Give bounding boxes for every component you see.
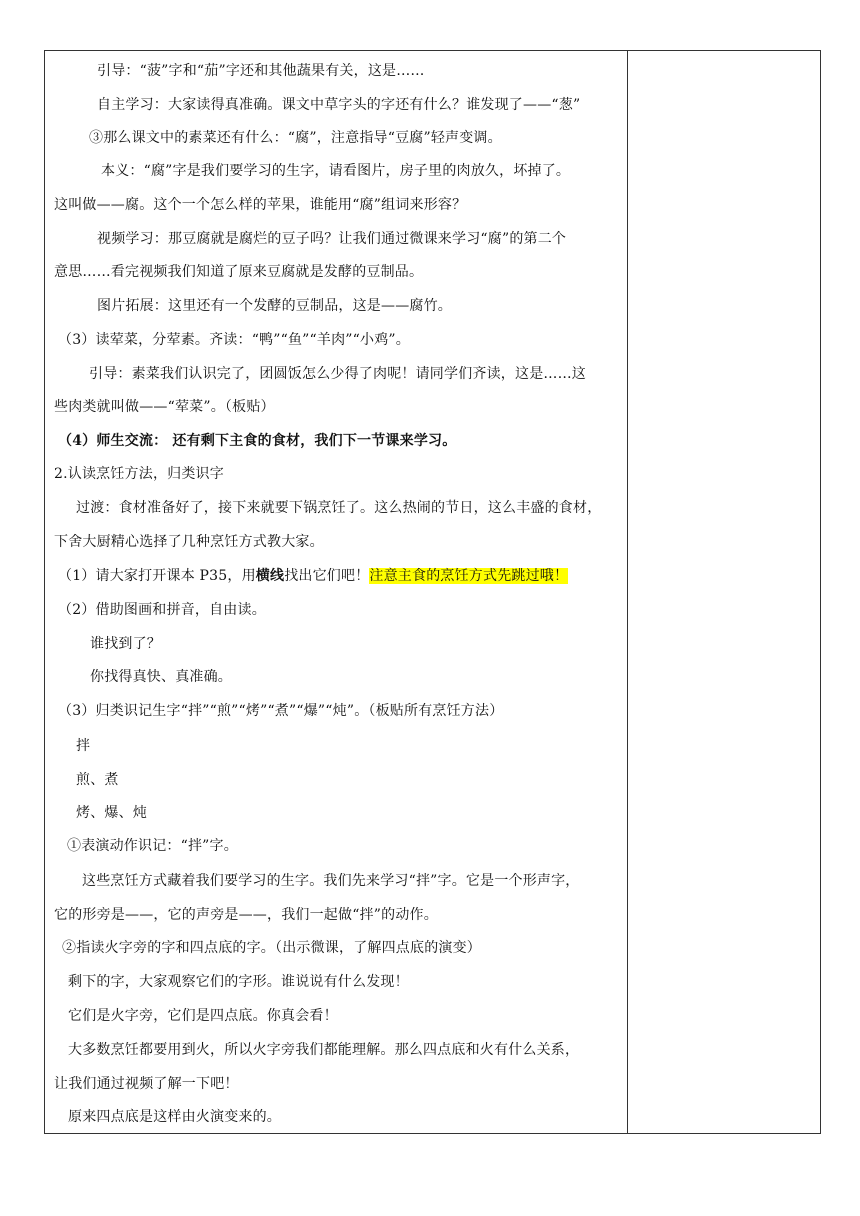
text-line: 本义：“腐”字是我们要学习的生字，请看图片，房子里的肉放久，坏掉了。 (101, 163, 571, 179)
text-line: 意思……看完视频我们知道了原来豆腐就是发酵的豆制品。 (54, 264, 424, 280)
text-line: 烤、爆、炖 (76, 805, 147, 821)
text-line: ①表演动作识记：“拌”字。 (67, 838, 238, 854)
text-line: 些肉类就叫做——“荤菜”。（板贴） (54, 399, 275, 415)
text-line: 过渡：食材准备好了，接下来就要下锅烹饪了。这么热闹的节日，这么丰盛的食材， (76, 500, 602, 516)
text-line: （3）读荤菜，分荤素。齐读：“鸭”“鱼”“羊肉”“小鸡”。 (58, 332, 410, 348)
text-line: 图片拓展：这里还有一个发酵的豆制品，这是——腐竹。 (97, 298, 452, 314)
text-line: ②指读火字旁的字和四点底的字。（出示微课，了解四点底的演变） (62, 940, 481, 956)
text-line: 让我们通过视频了解一下吧！ (54, 1076, 239, 1092)
text-segment: （1）请大家打开课本 P35，用 (58, 568, 256, 584)
text-line: 自主学习：大家读得真准确。课文中草字头的字还有什么？谁发现了——“葱” (97, 97, 581, 113)
text-line: 剩下的字，大家观察它们的字形。谁说说有什么发现！ (68, 974, 409, 990)
text-line: 原来四点底是这样由火演变来的。 (68, 1109, 281, 1125)
text-line: ③那么课文中的素菜还有什么：“腐”，注意指导“豆腐”轻声变调。 (89, 130, 502, 146)
text-line: 谁找到了？ (90, 636, 161, 652)
highlighted-note: 注意主食的烹饪方式先跳过哦！ (369, 568, 569, 584)
text-line-with-highlight (58, 566, 624, 586)
text-line: 大多数烹饪都要用到火，所以火字旁我们都能理解。那么四点底和火有什么关系， (68, 1042, 580, 1058)
text-line: 这叫做——腐。这个一个怎么样的苹果，谁能用“腐”组词来形容？ (54, 197, 467, 213)
text-line: 引导：“菠”字和“茄”字还和其他蔬果有关，这是…… (97, 63, 425, 79)
text-line: 下舍大厨精心选择了几种烹饪方式教大家。 (54, 534, 324, 550)
text-line: 煎、煮 (76, 772, 119, 788)
text-line: （2）借助图画和拼音，自由读。 (58, 602, 266, 618)
bold-keyword: 横线 (255, 568, 285, 584)
text-line: 视频学习：那豆腐就是腐烂的豆子吗？让我们通过微课来学习“腐”的第二个 (97, 231, 567, 247)
text-line: 拌 (76, 738, 91, 754)
section-heading: 2.认读烹饪方法，归类识字 (54, 466, 224, 482)
text-line: 你找得真快、真准确。 (90, 669, 232, 685)
text-line: 它的形旁是——，它的声旁是——，我们一起做“拌”的动作。 (54, 907, 438, 923)
text-line: （3）归类识记生字“拌”“煎”“烤”“煮”“爆”“炖”。（板贴所有烹饪方法） (58, 703, 504, 719)
text-line: 引导：素菜我们认识完了，团圆饭怎么少得了肉呢！请同学们齐读，这是……这 (89, 366, 586, 382)
text-line: 这些烹饪方式藏着我们要学习的生字。我们先来学习“拌”字。它是一个形声字， (82, 873, 580, 889)
text-line: 它们是火字旁，它们是四点底。你真会看！ (68, 1008, 338, 1024)
text-line: （4）师生交流： 还有剩下主食的食材，我们下一节课来学习。 (58, 433, 457, 449)
text-segment: 找出它们吧！ (284, 568, 370, 584)
